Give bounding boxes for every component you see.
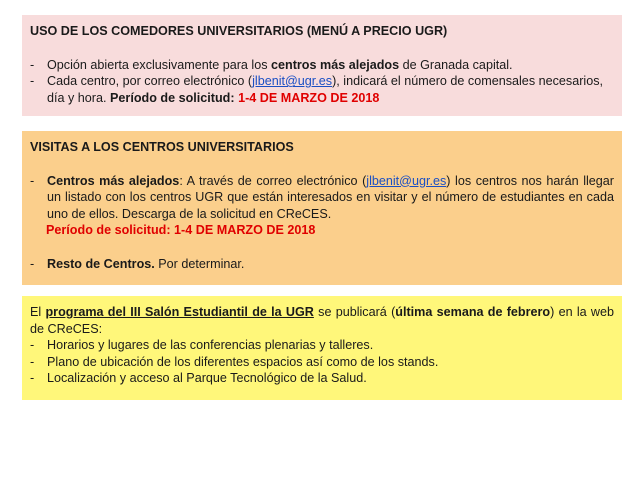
highlight-text: Centros más alejados: [47, 173, 180, 188]
visitas-item-2: - Resto de Centros. Por determinar.: [30, 256, 245, 271]
bullet-dash: -: [30, 371, 35, 386]
comedores-item-1: - Opción abierta exclusivamente para los centros más alejados de Granada capital.: [30, 57, 513, 72]
bullet-dash: -: [30, 74, 35, 89]
comedores-title: USO DE LOS COMEDORES UNIVERSITARIOS (MENÚ A PRECIO UGR): [30, 24, 448, 38]
email-link[interactable]: jlbenit@ugr.es: [252, 74, 333, 89]
visitas-period: Período de solicitud: 1-4 DE MARZO DE 2018: [46, 223, 316, 238]
period-value: 1-4 DE MARZO DE 2018: [238, 90, 380, 105]
comedores-section: [22, 15, 622, 116]
highlight-text: centros más alejados: [271, 57, 400, 72]
programa-item: - Horarios y lugares de las conferencias plenarias y talleres.: [30, 338, 374, 353]
bullet-dash: -: [30, 338, 35, 353]
programa-section: [22, 296, 622, 400]
programa-item: - Localización y acceso al Parque Tecnológico de la Salud.: [30, 371, 367, 386]
visitas-section: [22, 131, 622, 285]
period-label: Período de solicitud:: [110, 90, 239, 105]
bullet-dash: -: [30, 173, 35, 188]
date-highlight: última semana de febrero: [395, 305, 551, 319]
bullet-dash: -: [30, 354, 35, 369]
visitas-item-1: - Centros más alejados: A través de correo electrónico (jlbenit@ugr.es) los centros nos harán llegar un listado con los centros UGR que están interesados en visitar y el número de estudiantes en cada uno de ellos. Descarga de la solicitud en CReCES.: [30, 173, 614, 221]
programa-item: - Plano de ubicación de los diferentes espacios así como de los stands.: [30, 354, 439, 369]
comedores-item-2: - Cada centro, por correo electrónico (jlbenit@ugr.es), indicará el número de comensales necesarios, día y hora. Período de solicitud: 1-4 DE MARZO DE 2018: [30, 74, 604, 105]
programa-highlight: programa del III Salón Estudiantil de la UGR: [45, 305, 314, 319]
email-link[interactable]: jlbenit@ugr.es: [366, 173, 447, 188]
bullet-dash: -: [30, 57, 35, 72]
visitas-title: VISITAS A LOS CENTROS UNIVERSITARIOS: [30, 140, 294, 154]
highlight-text: Resto de Centros.: [47, 256, 155, 271]
programa-intro: El programa del III Salón Estudiantil de la UGR se publicará (última semana de febrero) en la web de CReCES:: [30, 305, 615, 336]
bullet-dash: -: [30, 256, 35, 271]
